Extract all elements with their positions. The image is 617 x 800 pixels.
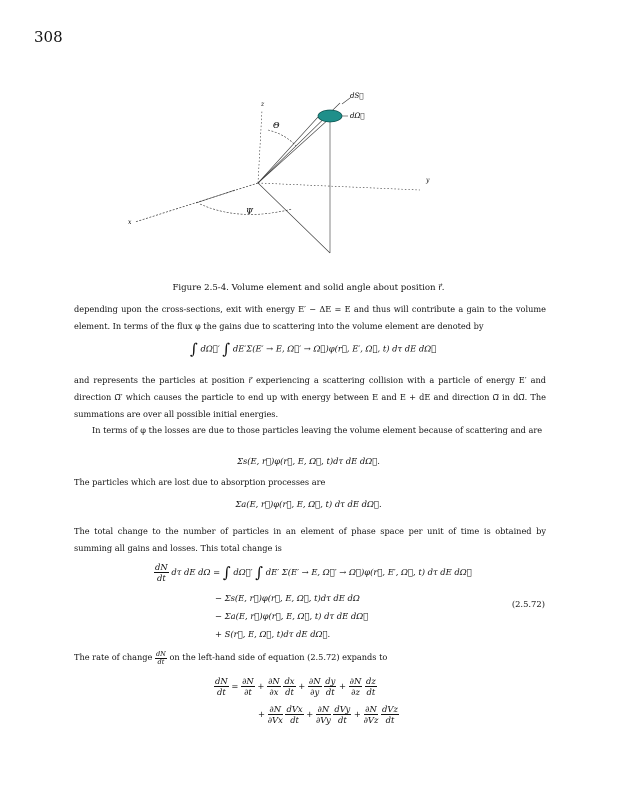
solid-angle-figure bbox=[0, 0, 617, 280]
y-axis bbox=[258, 183, 420, 190]
partial-fraction: $\frac{\partial N}{\partial x}$ bbox=[268, 676, 280, 697]
x-label: x bbox=[128, 219, 132, 226]
partial-fraction: $\frac{\partial N}{\partial y}$ bbox=[308, 676, 321, 697]
total-lhs-rest: dτ dE dΩ = bbox=[171, 567, 221, 577]
plus-sign: + bbox=[336, 681, 349, 691]
theta-label: Θ bbox=[273, 121, 280, 130]
integral-sign: ∫ bbox=[222, 563, 231, 582]
z-label: z bbox=[261, 101, 265, 108]
total-change-line-1: $\frac{dN}{dt}$ dτ dE dΩ = ∫ dΩ⃗′ ∫ dE′ Σ(E′ → E, Ω⃗′ → Ω⃗)φ(r⃗, E′, Ω⃗, t) dτ dE dΩ⃗ bbox=[155, 562, 472, 583]
expand-lhs: $\frac{dN}{dt}$ bbox=[215, 676, 228, 697]
gain-rest: dE′Σ(E′ → E, Ω⃗′ → Ω⃗)φ(r⃗, E′, Ω⃗, t) dτ dE dΩ⃗ bbox=[232, 343, 437, 354]
domega-label: dΩ⃗ bbox=[350, 112, 365, 120]
z-axis bbox=[258, 110, 262, 183]
cone-line bbox=[258, 117, 318, 183]
absorb-loss-equation: Σa(E, r⃗)φ(r⃗, E, Ω⃗, t) dτ dE dΩ⃗. bbox=[235, 499, 382, 509]
figure-caption: Figure 2.5-4. Volume element and solid angle about position r⃗. bbox=[172, 283, 445, 293]
inline-dn-dt: $\frac{dN}{dt}$ bbox=[156, 649, 166, 666]
integral-sign: ∫ bbox=[255, 563, 264, 582]
plus-sign: + bbox=[254, 681, 268, 691]
projection-line bbox=[258, 183, 330, 253]
ds-arrow bbox=[342, 98, 350, 104]
y-label: y bbox=[426, 177, 430, 184]
paragraph-5: The total change to the number of particles in an element of phase space per unit of time is obtained by summing all gains and losses. This total change is bbox=[74, 526, 546, 553]
position-vector bbox=[258, 118, 330, 183]
paragraph-4: The particles which are lost due to absorption processes are bbox=[74, 477, 326, 487]
partial-fraction: $\frac{\partial N}{\partial Vz}$ bbox=[363, 704, 379, 725]
paragraph-1: depending upon the cross-sections, exit with energy E′ − ΔE = E and thus will contribute a gain to the volume element. In terms of the flux φ the gains due to scattering into the volume element are denoted by bbox=[74, 304, 546, 331]
theta-arc bbox=[268, 130, 296, 146]
rate-fraction: $\frac{\text{dVy}}{dt}$ bbox=[334, 704, 351, 725]
rate-fraction: $\frac{\text{dVx}}{dt}$ bbox=[286, 704, 303, 725]
total-change-line-3: − Σa(E, r⃗)φ(r⃗, E, Ω⃗, t) dτ dE dΩ⃗ bbox=[215, 611, 369, 621]
plus-sign: + bbox=[303, 709, 316, 719]
rate-fraction: $\frac{dy}{dt}$ bbox=[325, 676, 336, 697]
gain-integrand: dΩ⃗′ bbox=[200, 343, 220, 354]
dn-dt-fraction: $\frac{dN}{dt}$ bbox=[155, 562, 168, 583]
partial-fraction: $\frac{\partial N}{\partial Vx}$ bbox=[267, 704, 283, 725]
rate-fraction: $\frac{dx}{dt}$ bbox=[284, 676, 295, 697]
page-number: 308 bbox=[34, 28, 63, 46]
gain-equation bbox=[190, 340, 436, 358]
expansion-row-2: + $\frac{\partial N}{\partial Vx}$ $\frac{\text{dVx}}{dt}$ + $\frac{\partial N}{\partial Vy}$ $\frac{\text{dVy}}{dt}$ + $\frac{\partial N}{\partial Vz}$ $\frac{\text{dVz}}{dt}$ bbox=[258, 704, 398, 725]
surface-element bbox=[318, 110, 342, 122]
paragraph-2: and represents the particles at position r⃗ experiencing a scattering collision with a particle of energy E′ and direction Ω⃗′ which causes the particle to end up with energy between E and E + dE and direction Ω⃗ in dΩ⃗. The summations are over all possible initial energies. bbox=[74, 375, 546, 419]
partial-fraction: $\frac{\partial N}{\partial z}$ bbox=[349, 676, 362, 697]
integral-sign: ∫ bbox=[222, 340, 231, 358]
equation-number: (2.5.72) bbox=[511, 599, 545, 609]
total-change-line-4: + S(r⃗, E, Ω⃗, t)dτ dE dΩ⃗. bbox=[215, 629, 331, 639]
psi-label: Ψ bbox=[246, 207, 254, 216]
scatter-loss-equation: Σs(E, r⃗)φ(r⃗, E, Ω⃗, t)dτ dE dΩ⃗. bbox=[237, 456, 380, 466]
total-change-line-2: − Σs(E, r⃗)φ(r⃗, E, Ω⃗, t)dτ dE dΩ bbox=[215, 593, 360, 603]
ds-label: dS⃗ bbox=[350, 92, 364, 100]
paragraph-6: The rate of change $\frac{dN}{dt}$ on the left-hand side of equation (2.5.72) expands to bbox=[74, 649, 388, 666]
plus-sign: + bbox=[351, 709, 364, 719]
integral-sign: ∫ bbox=[190, 340, 198, 358]
rate-fraction: $\frac{dz}{dt}$ bbox=[366, 676, 376, 697]
paragraph-3: In terms of φ the losses are due to those particles leaving the volume element because of scattering and are bbox=[92, 425, 543, 435]
plus-sign: + bbox=[295, 681, 308, 691]
rate-fraction: $\frac{\text{dVz}}{dt}$ bbox=[382, 704, 398, 725]
x-axis bbox=[135, 183, 258, 222]
psi-leg bbox=[196, 190, 235, 203]
partial-fraction: $\frac{\partial N}{\partial t}$ bbox=[242, 676, 254, 697]
expansion-row-1: $\frac{dN}{dt}$ = $\frac{\partial N}{\partial t}$ + $\frac{\partial N}{\partial x}$ $\frac{dx}{dt}$ + $\frac{\partial N}{\partial y}$ $\frac{dy}{dt}$ + $\frac{\partial N}{\partial z}$ $\frac{dz}{dt}$ bbox=[215, 676, 376, 697]
partial-fraction: $\frac{\partial N}{\partial Vy}$ bbox=[315, 704, 331, 725]
